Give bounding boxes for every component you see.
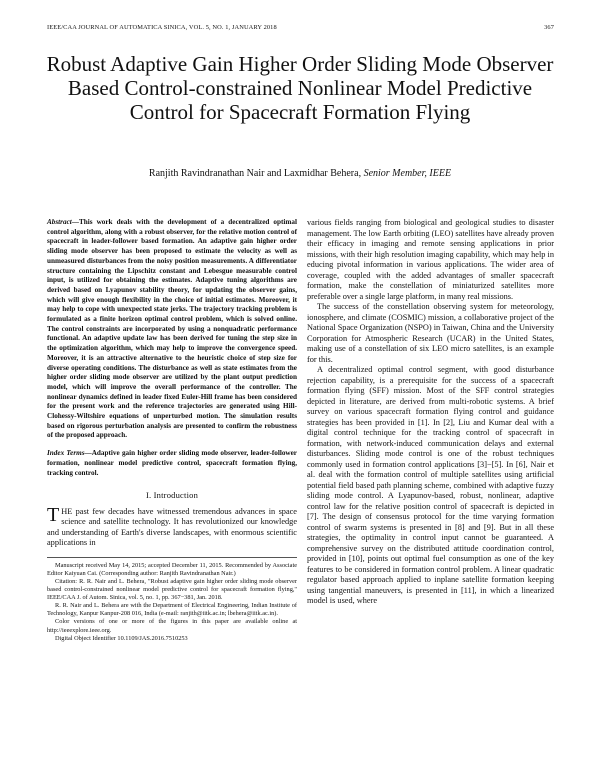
author-role: Senior Member, IEEE: [363, 168, 452, 179]
footnote-citation: Citation: R. R. Nair and L. Behera, "Robust adaptive gain higher order sliding mode observer based control-constrained nonlinear model predictive control for spacecraft formation flying," IEEE/CAA J. of Autom. Sinica, vol. 5, no. 1, pp. 367−381, Jan. 2018.: [47, 577, 297, 602]
footnote-color: Color versions of one or more of the figures in this paper are available online at http://ieeexplore.ieee.org.: [47, 618, 297, 634]
abstract-lead: Abstract—: [47, 218, 79, 226]
author-names: Ranjith Ravindranathan Nair and Laxmidhar Behera,: [148, 168, 362, 179]
author-line: [40, 168, 560, 179]
footnote-doi: Digital Object Identifier 10.1109/JAS.2016.7510253: [55, 634, 188, 642]
abstract: [47, 218, 297, 441]
body-paragraph-1: various fields ranging from biological and geological studies to disaster management. The low Earth orbiting (LEO) satellites have already proven their efficacy in imaging and remote sensing applications in prior missions, with their high resolution imaging capability, which may help in educing pivotal information in various applications. The wider area of coverage, coupled with the added advantages of smaller spacecraft formation, make the constellation of miniaturized satellites more preferable over a single large platform, in many real missions.: [307, 218, 554, 301]
body-paragraph-3: A decentralized optimal control segment, with good disturbance rejection capability, is a prerequisite for the success of a spacecraft formation flying (SFF) mission. Most of the SFF control strategies depicted in literature, are derived from multi-robotic systems. A brief survey on various spacecraft formation flying control and guidance strategies has been provided in [1]. In [2], Liu and Kumar deal with a digital control technique for the tracking control of spacecraft in formation, with network-induced communication delays and external disturbances. Sliding mode control is one of the robust techniques commonly used in formation control applications [3]−[5]. In [6], Nair et al. deal with the formation control of multiple satellites using artificial potential field based path planning scheme, combined with adaptive fuzzy sliding mode control. A Lyapunov-based, robust, nonlinear, adaptive control law for the relative position control of spacecraft is depicted in [7]. The design of consensus protocol for the time varying formation control of swarm systems is presented in [8] and [9]. But in all these strategies, the optimality in control input cannot be guaranteed. A comprehensive survey on the distributed attitude coordination control, provided in [10], points out optimal fuel consumption as one of the key features to be considered in formation control problem. A linear quadratic regulator based approach applied to inplane satellite formation keeping using tangential maneuvers, is presented in [11], in which a linearized model is used, where: [307, 365, 554, 605]
page-number: 367: [544, 24, 554, 31]
abstract-text: This work deals with the development of a decentralized optimal control algorithm, along with a robust observer, for the relative motion control of spacecraft in leader-follower based formation. An adaptive gain higher order sliding mode observer has been proposed to estimate the velocity as well as unmeasured disturbances from the noisy position measurements. A differentiator structure containing the Lipschitz constant and Lebesgue measurable control input, is utilized for obtaining the estimates. Adaptive tuning algorithms are derived based on Lyapunov stability theory, for updating the observer gains, which will give enough flexibility in the choice of initial estimates. Moreover, it may help to cope with unexpected state jerks. The trajectory tracking problem is formulated as a finite horizon optimal control problem, which is solved online. The control constraints are incorporated by using a nonquadratic performance functional. An adaptive update law has been derived for tuning the step size in the optimization algorithm, which may help to improve the convergence speed. Moreover, it is an attractive alternative to the heuristic choice of step size for diverse operating conditions. The disturbance as well as state estimates from the higher order sliding mode observer are utilized by the plant output prediction model, which will improve the overall performance of the controller. The nonlinear dynamics defined in leader fixed Euler-Hill frame has been considered for the present work and the reference trajectories are generated using Hill-Clohessy-Wiltshire equations of unperturbed motion. The simulation results based on rigorous perturbation analysis are presented to confirm the robustness of the proposed approach.: [47, 218, 297, 440]
running-header: [47, 24, 554, 31]
body-paragraph-2: The success of the constellation observing system for meteorology, ionosphere, and climate (COSMIC) mission, a collaborative project of the National Space Organization (NSPO) in Taiwan, China and the University Corporation for Atmospheric Research (UCAR) in the United States, making use of a constellation of six LEO micro satellites, is an example for this.: [307, 302, 554, 364]
section-heading-introduction: I. Introduction: [145, 490, 199, 501]
footnotes: [47, 557, 297, 643]
right-column: [307, 218, 554, 607]
footnote-affiliation: R. R. Nair and L. Behera are with the Department of Electrical Engineering, Indian Institute of Technology, Kanpur Kanpur-208 016, India (e-mail: ranjith@iitk.ac.in; lbehera@iitk.ac.in).: [47, 602, 297, 618]
intro-paragraph: THE past few decades have witnessed tremendous advances in space science and satellite technology. It has revolutionized our knowledge and understanding of Earth's diverse landscapes, with enormous scientific applications in: [47, 503, 297, 548]
paper-title: Robust Adaptive Gain Higher Order Sliding Mode Observer Based Control-constrained Nonlinear Model Predictive Control for Spacecraft Formation Flying: [46, 52, 554, 124]
index-terms-text: Adaptive gain higher order sliding mode observer, leader-follower formation, nonlinear model predictive control, spacecraft formation flying, tracking control.: [47, 449, 297, 477]
index-terms-lead: Index Terms—: [47, 449, 92, 458]
index-terms: [47, 449, 297, 478]
left-column: [47, 218, 297, 643]
journal-name: IEEE/CAA JOURNAL OF AUTOMATICA SINICA, VOL. 5, NO. 1, JANUARY 2018: [47, 24, 277, 31]
footnote-manuscript: Manuscript received May 14, 2015; accepted December 11, 2015. Recommended by Associate Editor Kaiyuan Cai. (Corresponding author: Ranjith Ravindranathan Nair.): [47, 561, 297, 577]
